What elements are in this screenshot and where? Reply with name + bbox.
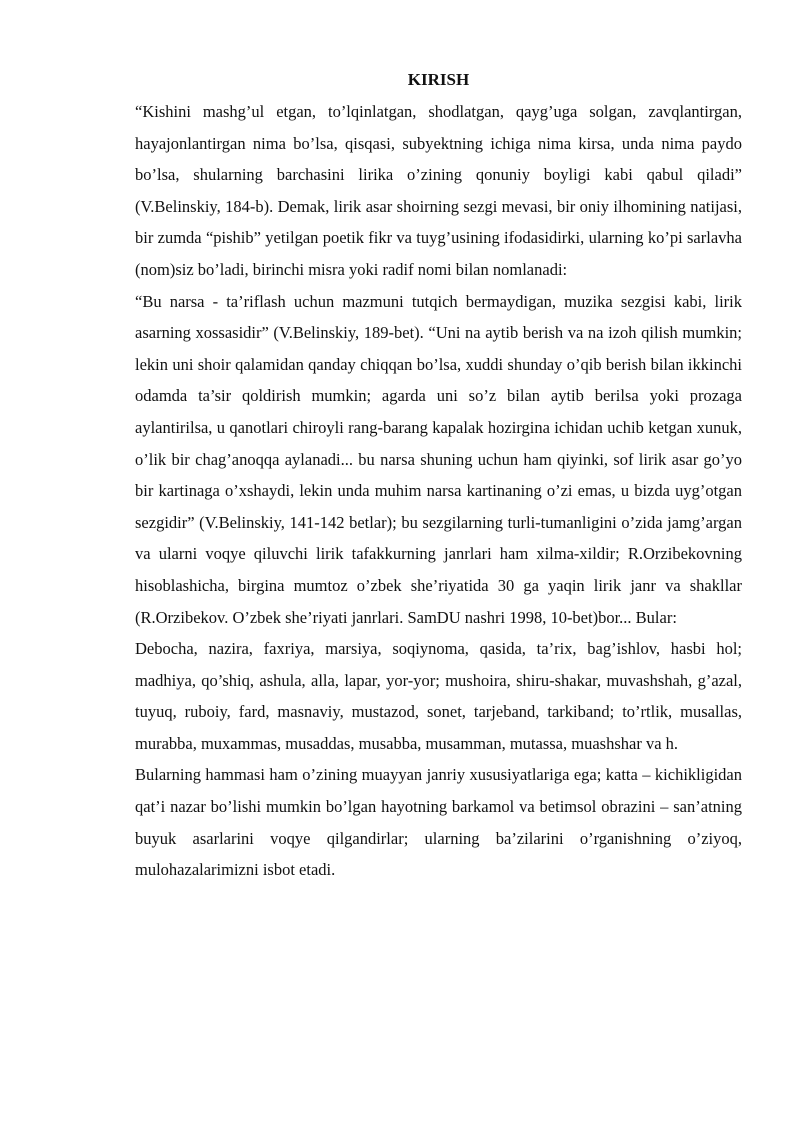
document-page: [135, 70, 742, 886]
paragraph-1: “Kishini mashg’ul etgan, to’lqinlatgan, shodlatgan, qayg’uga solgan, zavqlantirgan, hayajonlantirgan nima bo’lsa, qisqasi, subyektning ichiga nima kirsa, unda nima paydo bo’lsa, shularning barchasini lirika o’zining qonuniy boyligi kabi qabul qiladi” (V.Belinskiy, 184-b). Demak, lirik asar shoirning sezgi mevasi, bir oniy ilhomining natijasi, bir zumda “pishib” yetilgan poetik fikr va tuyg’usining ifodasidirki, ularning ko’pi sarlavha (nom)siz bo’ladi, birinchi misra yoki radif nomi bilan nomlanadi:: [135, 102, 742, 279]
paragraph-2: “Bu narsa - ta’riflash uchun mazmuni tutqich bermaydigan, muzika sezgisi kabi, lirik asarning xossasidir” (V.Belinskiy, 189-bet). “Uni na aytib berish va na izoh qilish mumkin; lekin uni shoir qalamidan qanday chiqqan bo’lsa, xuddi shunday o’qib berish bilan ikkinchi odamda ta’sir qoldirish mumkin; agarda uni so’z bilan aytib berilsa yoki prozaga aylantirilsa, u qanotlari chiroyli rang-barang kapalak hozirgina ichidan uchib ketgan xunuk, o’lik bir chag’anoqqa aylanadi... bu narsa shuning uchun ham qiyinki, sof lirik asar go’yo bir kartinaga o’xshaydi, lekin unda muhim narsa kartinaning o’zi emas, u bizda uyg’otgan sezgidir” (V.Belinskiy, 141-142 betlar); bu sezgilarning turli-tumanligini o’zida jamg’argan va ularni voqye qiluvchi lirik tafakkurning janrlari ham xilma-xildir; R.Orzibekovning hisoblashicha, birgina mumtoz o’zbek she’riyatida 30 ga yaqin lirik janr va shakllar (R.Orzibekov. O’zbek she’riyati janrlari. SamDU nashri 1998, 10-bet)bor... Bular:: [135, 291, 742, 627]
document-title: KIRISH: [407, 70, 470, 89]
paragraph-3: Debocha, nazira, faxriya, marsiya, soqiynoma, qasida, ta’rix, bag’ishlov, hasbi hol; madhiya, qo’shiq, ashula, alla, lapar, yor-yor; mushoira, shiru-shakar, muvashshah, g’azal, tuyuq, ruboiy, fard, masnaviy, mustazod, sonet, tarjeband, tarkiband; to’rtlik, musallas, murabba, muxammas, musaddas, musabba, musamman, mutassa, muashshar va h.: [135, 639, 742, 753]
paragraph-4: Bularning hammasi ham o’zining muayyan janriy xususiyatlariga ega; katta – kichikligidan qat’i nazar bo’lishi mumkin bo’lgan hayotning barkamol va betimsol obrazini – san’atning buyuk asarlarini voqye qilgandirlar; ularning ba’zilarini o’rganishning o’ziyoq, mulohazalarimizni isbot etadi.: [135, 765, 742, 880]
